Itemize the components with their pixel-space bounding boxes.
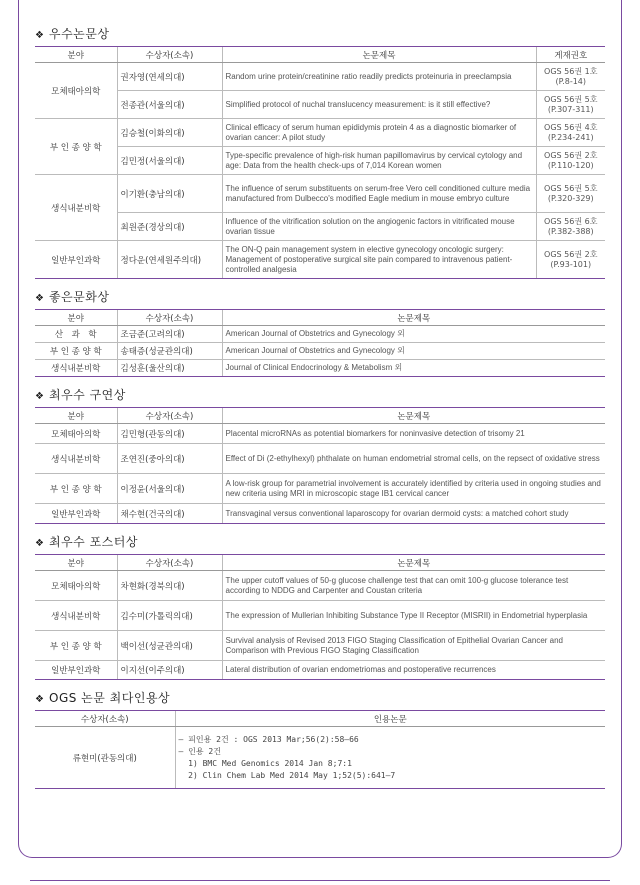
section-best-oral — [35, 387, 605, 524]
table-row — [35, 63, 605, 91]
best-oral-table — [35, 407, 605, 524]
col-header: 분야 — [35, 555, 117, 571]
title-cell: The expression of Mullerian Inhibiting Substance Type II Receptor (MISRII) in Endometrial hyperplasia — [222, 601, 605, 631]
title-cell: Placental microRNAs as potential biomarkers for noninvasive detection of trisomy 21 — [222, 424, 605, 444]
person-cell: 최원준(경상의대) — [117, 213, 222, 241]
pages: (P.8-14) — [555, 76, 587, 86]
col-header: 논문제목 — [222, 555, 605, 571]
pages: (P.382-388) — [547, 226, 594, 236]
diamond-bullet-icon: ❖ — [35, 538, 44, 549]
citation-line: 1) BMC Med Genomics 2014 Jan 8;7:1 — [178, 758, 352, 768]
volume: OGS 56권 1호 — [544, 66, 598, 76]
field-cell: 모체태아의학 — [35, 571, 117, 601]
section-title — [35, 387, 605, 403]
col-header: 수상자(소속) — [117, 555, 222, 571]
col-header: 분야 — [35, 310, 117, 326]
title-cell: Influence of the vitrification solution on the angiogenic factors in vitrificated mouse ovarian tissue — [222, 213, 536, 241]
table-row — [35, 241, 605, 279]
table-row — [35, 661, 605, 680]
title-cell: The upper cutoff values of 50-g glucose challenge test that can omit 100-g glucose tolerance test according to NDDG and Carpenter and Coustan criteria — [222, 571, 605, 601]
title-cell: Type-specific prevalence of high-risk human papillomavirus by cervical cytology and age: Data from the health check-ups of 7,014 Korean women — [222, 147, 536, 175]
volume: OGS 56권 6호 — [544, 216, 598, 226]
title-cell: The influence of serum substituents on serum-free Vero cell conditioned culture media manufactured from Dulbecco's modified Eagle medium in mouse embryo culture — [222, 175, 536, 213]
section-title-text: 우수논문상 — [49, 27, 110, 41]
person-cell: 조연진(중아의대) — [117, 444, 222, 474]
pages: (P.234-241) — [547, 132, 594, 142]
bottom-rule — [30, 880, 610, 881]
col-header: 논문제목 — [222, 310, 605, 326]
field-cell: 일반부인과학 — [35, 504, 117, 524]
field-cell: 모체태아의학 — [35, 63, 117, 119]
section-best-paper — [35, 26, 605, 279]
title-cell: Lateral distribution of ovarian endometriomas and postoperative recurrences — [222, 661, 605, 680]
col-header: 분야 — [35, 47, 117, 63]
field-cell: 일반부인과학 — [35, 241, 117, 279]
person-cell: 채수현(건국의대) — [117, 504, 222, 524]
volume: OGS 56권 4호 — [544, 122, 598, 132]
table-row — [35, 601, 605, 631]
citation-line: – 피인용 2건 : OGS 2013 Mar;56(2):58–66 — [178, 734, 359, 744]
table-row — [35, 147, 605, 175]
col-header: 논문제목 — [222, 47, 536, 63]
pub-cell — [536, 63, 605, 91]
table-row — [35, 326, 605, 343]
diamond-bullet-icon: ❖ — [35, 293, 44, 304]
field-cell: 생식내분비학 — [35, 444, 117, 474]
section-title-text: 최우수 포스터상 — [49, 535, 138, 549]
section-title-text: 좋은문화상 — [49, 290, 110, 304]
table-row — [35, 444, 605, 474]
best-poster-table — [35, 554, 605, 680]
diamond-bullet-icon: ❖ — [35, 694, 44, 705]
person-cell: 김수미(가톨릭의대) — [117, 601, 222, 631]
pub-cell — [536, 119, 605, 147]
person-cell: 김승철(이화의대) — [117, 119, 222, 147]
person-cell: 이지선(이주의대) — [117, 661, 222, 680]
pages: (P.320-329) — [547, 193, 594, 203]
section-title-text: 최우수 구연상 — [49, 388, 126, 402]
col-header: 게재권호 — [536, 47, 605, 63]
person-cell: 백이선(성균관의대) — [117, 631, 222, 661]
table-row — [35, 571, 605, 601]
table-row — [35, 119, 605, 147]
citation-list — [179, 734, 603, 782]
table-row — [35, 175, 605, 213]
col-header: 논문제목 — [222, 408, 605, 424]
title-cell: Transvaginal versus conventional laparoscopy for ovarian dermoid cysts: a matched cohort study — [222, 504, 605, 524]
table-row — [35, 424, 605, 444]
title-cell: Survival analysis of Revised 2013 FIGO Staging Classification of Epithelial Ovarian Cancer and Comparison with Previous FIGO Staging Classification — [222, 631, 605, 661]
section-title-text: OGS 논문 최다인용상 — [49, 691, 171, 705]
title-cell: American Journal of Obstetrics and Gynecology 외 — [222, 343, 605, 360]
table-row — [35, 727, 605, 789]
person-cell: 전종관(서울의대) — [117, 91, 222, 119]
citation-line: 2) Clin Chem Lab Med 2014 May 1;52(5):641–7 — [178, 770, 396, 780]
field-cell: 생식내분비학 — [35, 175, 117, 241]
person-cell: 송태증(성균관의대) — [117, 343, 222, 360]
title-cell: The ON-Q pain management system in elective gynecology oncologic surgery: Management of postoperative surgical site pain compared to intravenous patient-controlled analgesia — [222, 241, 536, 279]
field-cell: 부 인 종 양 학 — [35, 343, 117, 360]
section-title — [35, 534, 605, 550]
field-cell: 부 인 종 양 학 — [35, 474, 117, 504]
table-row — [35, 343, 605, 360]
col-header: 수상자(소속) — [117, 47, 222, 63]
person-cell: 조금준(고려의대) — [117, 326, 222, 343]
title-cell: Journal of Clinical Endocrinology & Metabolism 외 — [222, 360, 605, 377]
table-row — [35, 360, 605, 377]
field-cell: 모체태아의학 — [35, 424, 117, 444]
volume: OGS 56권 5호 — [544, 94, 598, 104]
field-cell: 부 인 종 양 학 — [35, 119, 117, 175]
table-row — [35, 504, 605, 524]
volume: OGS 56권 5호 — [544, 183, 598, 193]
field-cell: 부 인 종 양 학 — [35, 631, 117, 661]
good-culture-table — [35, 309, 605, 377]
title-cell: American Journal of Obstetrics and Gynecology 외 — [222, 326, 605, 343]
diamond-bullet-icon: ❖ — [35, 30, 44, 41]
section-title — [35, 289, 605, 305]
title-cell: Simplified protocol of nuchal translucency measurement: is it still effective? — [222, 91, 536, 119]
pages: (P.307-311) — [547, 104, 594, 114]
person-cell: 이정윤(서울의대) — [117, 474, 222, 504]
citation-line: – 인용 2건 — [178, 746, 221, 756]
table-row — [35, 631, 605, 661]
most-cited-table — [35, 710, 605, 789]
pages: (P.110-120) — [547, 160, 594, 170]
diamond-bullet-icon: ❖ — [35, 391, 44, 402]
col-header: 수상자(소속) — [117, 408, 222, 424]
field-cell: 일반부인과학 — [35, 661, 117, 680]
section-best-poster — [35, 534, 605, 680]
person-cell: 권자영(연세의대) — [117, 63, 222, 91]
col-header: 수상자(소속) — [35, 711, 175, 727]
person-cell: 차현화(경북의대) — [117, 571, 222, 601]
volume: OGS 56권 2호 — [544, 249, 598, 259]
person-cell: 류현미(관동의대) — [35, 727, 175, 789]
section-title — [35, 690, 605, 706]
table-row — [35, 91, 605, 119]
title-cell: Clinical efficacy of serum human epididymis protein 4 as a diagnostic biomarker of ovarian cancer: A pilot study — [222, 119, 536, 147]
person-cell: 김성훈(울산의대) — [117, 360, 222, 377]
title-cell: A low-risk group for parametrial involvement is accurately identified by criteria used in ongoing studies and new criteria using MRI in microscopic stage IB1 cervical cancer — [222, 474, 605, 504]
title-cell: Effect of Di (2-ethylhexyl) phthalate on human endometrial stromal cells, on the repsect of oxidative stress — [222, 444, 605, 474]
citation-cell — [175, 727, 605, 789]
person-cell: 이기환(충남의대) — [117, 175, 222, 213]
pub-cell — [536, 91, 605, 119]
pages: (P.93-101) — [550, 259, 592, 269]
table-row — [35, 474, 605, 504]
person-cell: 김민정(서울의대) — [117, 147, 222, 175]
title-cell: Random urine protein/creatinine ratio readily predicts proteinuria in preeclampsia — [222, 63, 536, 91]
section-title — [35, 26, 605, 42]
col-header: 인용논문 — [175, 711, 605, 727]
col-header: 분야 — [35, 408, 117, 424]
field-cell: 산 과 학 — [35, 326, 117, 343]
col-header: 수상자(소속) — [117, 310, 222, 326]
section-good-culture — [35, 289, 605, 377]
field-cell: 생식내분비학 — [35, 601, 117, 631]
best-paper-table — [35, 46, 605, 279]
pub-cell — [536, 241, 605, 279]
pub-cell — [536, 213, 605, 241]
pub-cell — [536, 175, 605, 213]
person-cell: 정다운(연세원주의대) — [117, 241, 222, 279]
field-cell: 생식내분비학 — [35, 360, 117, 377]
table-row — [35, 213, 605, 241]
section-most-cited — [35, 690, 605, 789]
pub-cell — [536, 147, 605, 175]
person-cell: 김민형(관동의대) — [117, 424, 222, 444]
content — [35, 26, 605, 799]
volume: OGS 56권 2호 — [544, 150, 598, 160]
